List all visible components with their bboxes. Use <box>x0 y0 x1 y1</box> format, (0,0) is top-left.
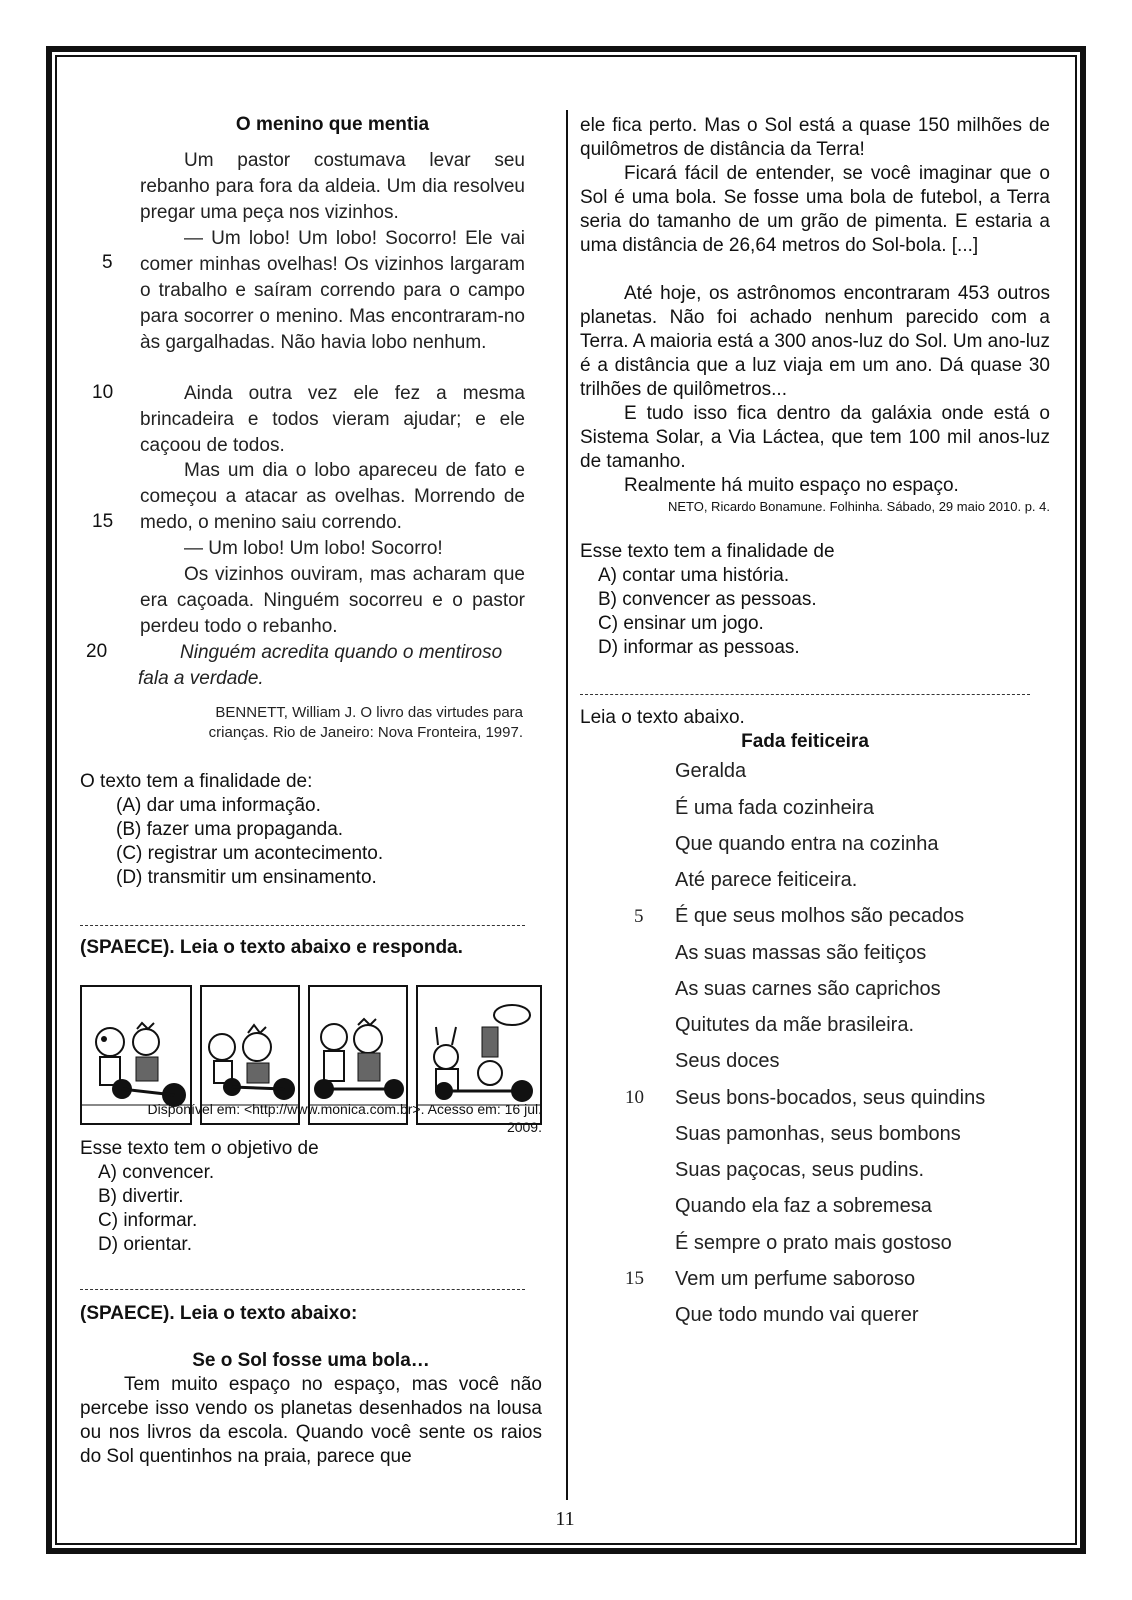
poem-line: Até parece feiticeira. <box>675 869 858 891</box>
poem-line: Suas paçocas, seus pudins. <box>675 1159 925 1181</box>
column-divider <box>566 110 568 1500</box>
poem-line: Quando ela faz a sobremesa <box>675 1195 932 1217</box>
answer-option[interactable]: B) convencer as pessoas. <box>598 589 817 610</box>
poem-line: As suas carnes são caprichos <box>675 978 941 1000</box>
answer-option[interactable]: A) convencer. <box>98 1162 215 1183</box>
text-paragraph: Ficará fácil de entender, se você imaginar que o Sol é uma bola. Se fosse uma bola de futebol, a Terra seria do tamanho de um grão de pimenta. E estaria a uma distância de 26,64 metros do Sol-bola. [...] <box>580 163 1050 256</box>
answer-option[interactable]: B) divertir. <box>98 1186 184 1207</box>
poem-line: Seus doces <box>675 1050 780 1072</box>
poem-line: É que seus molhos são pecados <box>675 905 965 927</box>
story-paragraph: Os vizinhos ouviram, mas acharam que era caçoada. Ninguém socorreu e o pastor perdeu todo o rebanho. <box>140 564 525 637</box>
answer-option[interactable]: (D) transmitir um ensinamento. <box>116 867 377 888</box>
question-intro: Leia o texto abaixo. <box>580 707 745 728</box>
story-paragraph: Ainda outra vez ele fez a mesma brincadeira e todos vieram ajudar; e ele caçoou de todos. <box>140 383 525 456</box>
poem-line: É uma fada cozinheira <box>675 797 875 819</box>
story-paragraph: Um pastor costumava levar seu rebanho para fora da aldeia. Um dia resolveu pregar uma peça nos vizinhos. <box>140 150 525 223</box>
answer-option[interactable]: C) informar. <box>98 1210 198 1231</box>
poem-line: Seus bons-bocados, seus quindins <box>675 1087 986 1109</box>
poem-line: Que quando entra na cozinha <box>675 833 939 855</box>
text-paragraph: Até hoje, os astrônomos encontraram 453 outros planetas. Não foi achado nenhum parecido com a Terra. A maioria está a 300 anos-luz do Sol. Um ano-luz é a distância que a luz viaja em um ano. Dá quase 30 trilhões de quilômetros... <box>580 283 1050 400</box>
question-text: Esse texto tem o objetivo de <box>80 1138 319 1159</box>
answer-option[interactable]: (C) registrar um acontecimento. <box>116 843 384 864</box>
story-moral: fala a verdade. <box>138 668 264 689</box>
question-text: O texto tem a finalidade de: <box>80 771 313 792</box>
story-paragraph: medo, o menino saiu correndo. <box>140 512 402 533</box>
story-paragraph: Mas um dia o lobo apareceu de fato e começou a atacar as ovelhas. Morrendo de <box>140 460 525 507</box>
story-title: O menino que mentia <box>235 114 430 135</box>
text-title: Se o Sol fosse uma bola… <box>192 1350 430 1371</box>
poem-line: Que todo mundo vai querer <box>675 1304 919 1326</box>
answer-option[interactable]: D) orientar. <box>98 1234 192 1255</box>
page-number: 11 <box>555 1508 575 1530</box>
question-text: Esse texto tem a finalidade de <box>580 541 835 562</box>
poem-line: Quitutes da mãe brasileira. <box>675 1014 915 1036</box>
text-paragraph: ele fica perto. Mas o Sol está a quase 150 milhões de quilômetros de distância da Terra! <box>580 115 1050 160</box>
line-number: 5 <box>634 906 644 927</box>
question-header: (SPAECE). Leia o texto abaixo: <box>80 1303 358 1324</box>
poem-line: Vem um perfume saboroso <box>675 1268 916 1290</box>
story-paragraph: comer minhas ovelhas! Os vizinhos largaram o trabalho e saíram correndo para o campo para socorrer o menino. Mas encontraram-no às gargalhadas. Não havia lobo nenhum. <box>140 254 525 353</box>
text-reference: NETO, Ricardo Bonamune. Folhinha. Sábado, 29 maio 2010. p. 4. <box>667 499 1050 514</box>
text-paragraph: Realmente há muito espaço no espaço. <box>624 475 959 496</box>
section-separator <box>580 694 1030 695</box>
answer-option[interactable]: A) contar uma história. <box>598 565 790 586</box>
section-separator <box>80 925 525 926</box>
answer-option[interactable]: (B) fazer uma propaganda. <box>116 819 344 840</box>
answer-option[interactable]: C) ensinar um jogo. <box>598 613 764 634</box>
text-paragraph: Tem muito espaço no espaço, mas você não percebe isso vendo os planetas desenhados na lousa ou nos livros da escola. Quando você sente os raios do Sol quentinhos na praia, parece que <box>80 1374 542 1467</box>
story-moral: Ninguém acredita quando o mentiroso <box>180 642 503 663</box>
section-separator <box>80 1289 525 1290</box>
line-number: 15 <box>92 511 114 532</box>
poem-line: Suas pamonhas, seus bombons <box>675 1123 961 1145</box>
poem-title: Fada feiticeira <box>741 731 869 752</box>
story-paragraph: — Um lobo! Um lobo! Socorro! <box>184 538 443 559</box>
line-number: 10 <box>625 1087 644 1108</box>
comic-source: Disponível em: <http://www.monica.com.br>. Acesso em: 16 jul. <box>147 1101 542 1117</box>
story-reference: crianças. Rio de Janeiro: Nova Fronteira, 1997. <box>208 724 523 741</box>
poem-line: É sempre o prato mais gostoso <box>675 1232 952 1254</box>
line-number: 5 <box>102 252 113 273</box>
answer-option[interactable]: (A) dar uma informação. <box>116 795 321 816</box>
story-reference: BENNETT, William J. O livro das virtudes para <box>215 704 523 721</box>
text-paragraph: E tudo isso fica dentro da galáxia onde está o Sistema Solar, a Via Láctea, que tem 100 mil anos-luz de tamanho. <box>580 403 1050 472</box>
line-number: 15 <box>625 1268 644 1289</box>
comic-source: 2009. <box>506 1119 542 1135</box>
question-header: (SPAECE). Leia o texto abaixo e responda. <box>80 937 463 958</box>
story-paragraph: — Um lobo! Um lobo! Socorro! Ele vai <box>184 228 525 249</box>
line-number: 10 <box>92 382 114 403</box>
poem-line: As suas massas são feitiços <box>675 942 927 964</box>
poem-line: Geralda <box>675 760 747 782</box>
line-number: 20 <box>86 641 108 662</box>
answer-option[interactable]: D) informar as pessoas. <box>598 637 800 658</box>
